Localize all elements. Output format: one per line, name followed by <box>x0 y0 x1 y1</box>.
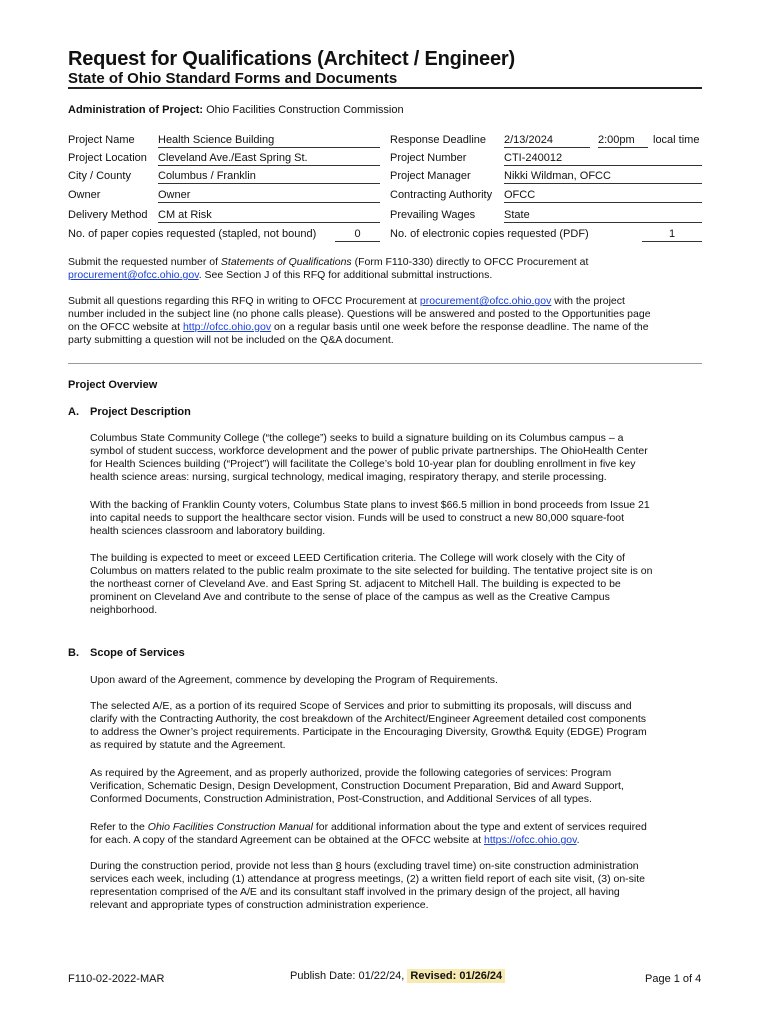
paragraph-line: health sciences classroom and laboratory building. <box>90 525 326 537</box>
owner-label: Owner <box>68 189 101 201</box>
project-name-field[interactable]: Health Science Building <box>158 133 380 148</box>
electronic-copies-label: No. of electronic copies requested (PDF) <box>390 228 589 240</box>
paragraph-text: Refer to the <box>90 821 148 833</box>
project-description-p3 <box>90 552 710 617</box>
section-divider <box>68 363 702 364</box>
paragraph-line: symbol of student success, workforce development and the power of public private partnerships. The OhioHealth Center <box>90 445 648 457</box>
owner-field[interactable]: Owner <box>158 188 380 203</box>
section-a-letter: A. <box>68 406 79 418</box>
questions-text: Submit all questions regarding this RFQ in writing to OFCC Procurement at <box>68 295 420 307</box>
paragraph-text: for each. A copy of the standard Agreement can be obtained at the OFCC website at <box>90 834 484 846</box>
revised-date: Revised: 01/26/24 <box>407 969 505 983</box>
paragraph-line: the northeast corner of Cleveland Ave. and East Spring St. adjacent to Mitchell Hall. The building is expected to be <box>90 578 621 590</box>
questions-text: number included in the subject line (no phone calls please). Questions will be answered and posted to the Opportunities page <box>68 308 651 320</box>
electronic-copies-field[interactable]: 1 <box>642 227 702 242</box>
prevailing-wages-label: Prevailing Wages <box>390 209 476 221</box>
submission-instructions <box>68 256 708 282</box>
questions-text: party submitting a question will not be included on the Q&A document. <box>68 334 394 346</box>
project-location-field[interactable]: Cleveland Ave./East Spring St. <box>158 151 380 166</box>
paragraph-line: as required by statute and the Agreement. <box>90 739 286 751</box>
document-subtitle: State of Ohio Standard Forms and Documents <box>68 70 398 87</box>
paragraph-line: services each week, including (1) attendance at progress meetings, (2) a written field report of each site visit, (3) on-site <box>90 873 646 885</box>
paragraph-line: Columbus State Community College (“the college”) seeks to build a signature building on its Columbus campus – a <box>90 432 624 444</box>
form-id: F110-02-2022-MAR <box>68 973 165 985</box>
project-manager-field[interactable]: Nikki Wildman, OFCC <box>504 169 702 184</box>
prevailing-wages-field[interactable]: State <box>504 208 702 223</box>
project-number-field[interactable]: CTI-240012 <box>504 151 702 166</box>
response-deadline-time-field[interactable]: 2:00pm <box>598 133 648 148</box>
project-manager-label: Project Manager <box>390 170 471 182</box>
document-title: Request for Qualifications (Architect / Engineer) <box>68 48 515 70</box>
scope-of-services-heading: Scope of Services <box>90 647 185 659</box>
publish-revised-dates <box>290 970 505 982</box>
ofcc-https-link[interactable]: https://ofcc.ohio.gov <box>484 834 577 846</box>
admin-value: Ohio Facilities Construction Commission <box>206 104 404 116</box>
paragraph-line: representation comprised of the A/E and its consultant staff involved in the primary design of the project, all having <box>90 886 620 898</box>
city-county-field[interactable]: Columbus / Franklin <box>158 169 380 184</box>
paragraph-line: With the backing of Franklin County voters, Columbus State plans to invest $66.5 million in bond proceeds from Issue 21 <box>90 499 650 511</box>
paragraph-line: neighborhood. <box>90 604 158 616</box>
questions-paragraph <box>68 295 713 347</box>
paragraph-line: The selected A/E, as a portion of its required Scope of Services and prior to submitting its proposals, will discuss and <box>90 700 632 712</box>
paragraph-line: As required by the Agreement, and as properly authorized, provide the following categories of services: Program <box>90 767 612 779</box>
paragraph-line: relevant and appropriate types of construction administration experience. <box>90 899 429 911</box>
section-b-letter: B. <box>68 647 79 659</box>
project-description-heading: Project Description <box>90 406 191 418</box>
paper-copies-label: No. of paper copies requested (stapled, not bound) <box>68 228 317 240</box>
paragraph-line: into capital needs to support the healthcare sector vision. Funds will be used to construct a new 80,000 square-foot <box>90 512 625 524</box>
paragraph-line: health science areas: nursing, surgical technology, medical imaging, respiratory therapy, and sterile processing. <box>90 471 607 483</box>
paragraph-text: hours (excluding travel time) on-site construction administration <box>341 860 639 872</box>
ofcc-website-link[interactable]: http://ofcc.ohio.gov <box>182 321 272 333</box>
questions-text: on a regular basis until one week before the response deadline. The name of the <box>271 321 649 333</box>
project-description-p1 <box>90 432 710 484</box>
paragraph-line: Conformed Documents, Construction Administration, Post-Construction, and Additional Services of all types. <box>90 793 592 805</box>
paragraph-line: Columbus on matters related to the public realm proximate to the site selected for building. The tentative project site is on <box>90 565 653 577</box>
paragraph-text: for additional information about the type and extent of services required <box>312 821 647 833</box>
paragraph-line: for Health Sciences building (“Project”) will facilitate the College’s bold 10-year plan for doubling enrollment in five key <box>90 458 636 470</box>
paragraph-line: clarify with the Contracting Authority, the cost breakdown of the Architect/Engineer Agreement detailed cost components <box>90 713 647 725</box>
contracting-authority-label: Contracting Authority <box>390 189 493 201</box>
title-divider <box>68 87 702 89</box>
paragraph-text: . <box>576 834 580 846</box>
project-overview-heading: Project Overview <box>68 379 158 391</box>
page-number: Page 1 of 4 <box>645 973 702 985</box>
response-deadline-label: Response Deadline <box>390 134 487 146</box>
scope-p3 <box>90 767 710 806</box>
paragraph-line: to address the Owner’s project requirements. Participate in the Encouraging Diversity, Growth& Equity (EDGE) Program <box>90 726 647 738</box>
submission-text: (Form F110-330) directly to OFCC Procurement at <box>351 256 589 268</box>
admin-label: Administration of Project: <box>68 104 204 116</box>
scope-p4 <box>90 821 710 847</box>
paragraph-text: During the construction period, provide not less than <box>90 860 336 872</box>
project-number-label: Project Number <box>390 152 467 164</box>
delivery-method-field[interactable]: CM at Risk <box>158 208 380 223</box>
paragraph-line: The building is expected to meet or exceed LEED Certification criteria. The College will work closely with the City of <box>90 552 625 564</box>
local-time-label: local time <box>653 134 700 146</box>
project-location-label: Project Location <box>68 152 147 164</box>
scope-p1: Upon award of the Agreement, commence by developing the Program of Requirements. <box>90 674 498 686</box>
manual-title-italic: Ohio Facilities Construction Manual <box>147 821 313 833</box>
administration-line <box>68 104 404 116</box>
questions-text: on the OFCC website at <box>68 321 183 333</box>
scope-p5 <box>90 860 710 912</box>
procurement-email-link[interactable]: procurement@ofcc.ohio.gov <box>68 269 199 281</box>
procurement-email-link[interactable]: procurement@ofcc.ohio.gov <box>419 295 552 307</box>
contracting-authority-field[interactable]: OFCC <box>504 188 702 203</box>
submission-text: Submit the requested number of <box>68 256 221 268</box>
project-description-p2 <box>90 499 710 538</box>
soq-italic: Statements of Qualifications <box>220 256 352 268</box>
scope-p2 <box>90 700 710 752</box>
paragraph-line: prominent on Cleveland Ave and contribute to the sense of place of the campus as well as the Creative Campus <box>90 591 610 603</box>
response-deadline-date-field[interactable]: 2/13/2024 <box>504 133 590 148</box>
city-county-label: City / County <box>68 170 131 182</box>
hours-number: 8 <box>335 860 342 872</box>
project-name-label: Project Name <box>68 134 135 146</box>
delivery-method-label: Delivery Method <box>68 209 148 221</box>
paper-copies-field[interactable]: 0 <box>335 227 380 242</box>
submission-text: . See Section J of this RFQ for additional submittal instructions. <box>198 269 493 281</box>
questions-text: with the project <box>551 295 625 307</box>
paragraph-line: Verification, Schematic Design, Design Development, Construction Document Preparation, Bid and Award Support, <box>90 780 624 792</box>
publish-date: Publish Date: 01/22/24, <box>290 970 408 982</box>
